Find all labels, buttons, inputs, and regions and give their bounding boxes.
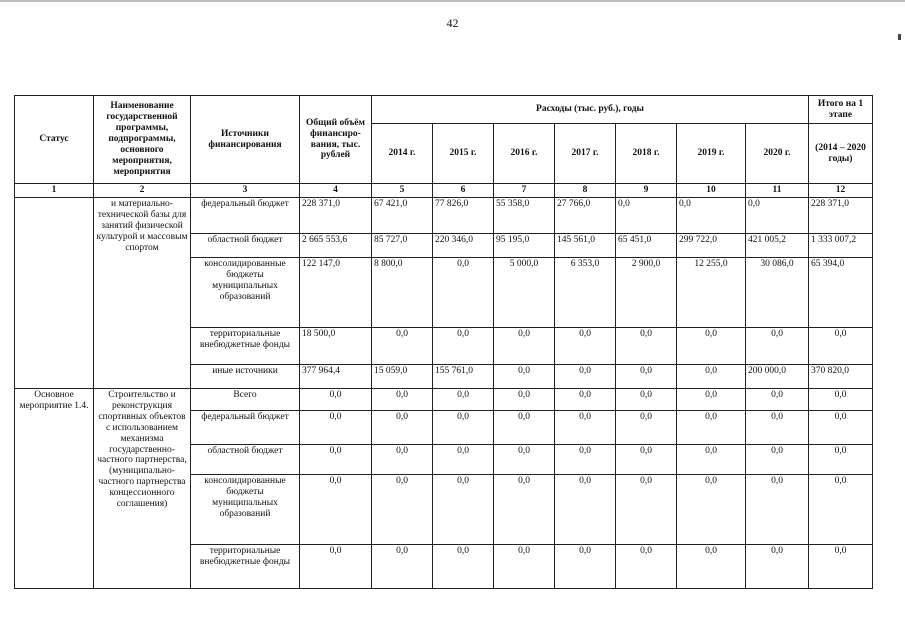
value-cell: 0,0 <box>555 444 616 474</box>
value-cell: 0,0 <box>372 327 433 364</box>
column-number: 1 <box>15 184 94 198</box>
value-cell: 0,0 <box>494 388 555 410</box>
value-cell: 12 255,0 <box>677 257 746 327</box>
value-cell: 0,0 <box>616 364 677 388</box>
value-cell: 30 086,0 <box>746 257 809 327</box>
header-sources: Источники финансирования <box>191 96 300 184</box>
value-cell: 77 826,0 <box>433 197 494 233</box>
value-cell: 228 371,0 <box>809 197 873 233</box>
value-cell: 95 195,0 <box>494 233 555 257</box>
value-cell: 0,0 <box>555 388 616 410</box>
value-cell: 0,0 <box>746 388 809 410</box>
status-cell: Основное мероприятие 1.4. <box>15 388 94 588</box>
program-name-cell: и материально-технической базы для занятий физической культурой и массовым спортом <box>94 197 191 388</box>
value-cell: 0,0 <box>616 410 677 444</box>
header-year-2019: 2019 г. <box>677 124 746 184</box>
source-cell: иные источники <box>191 364 300 388</box>
value-cell: 0,0 <box>555 474 616 544</box>
value-cell: 0,0 <box>433 257 494 327</box>
value-cell: 155 761,0 <box>433 364 494 388</box>
value-cell: 0,0 <box>746 544 809 588</box>
value-cell: 0,0 <box>300 388 372 410</box>
column-number: 10 <box>677 184 746 198</box>
value-cell: 55 358,0 <box>494 197 555 233</box>
value-cell: 0,0 <box>433 388 494 410</box>
program-name-cell: Строительство и реконструкция спортивных объектов с использованием механизма государственно-частного партнерства, (муниципально-частного партнерства концессионного соглашения) <box>94 388 191 588</box>
value-cell: 0,0 <box>372 474 433 544</box>
value-cell: 0,0 <box>616 444 677 474</box>
header-year-2018: 2018 г. <box>616 124 677 184</box>
value-cell: 0,0 <box>494 544 555 588</box>
value-cell: 65 394,0 <box>809 257 873 327</box>
value-cell: 377 964,4 <box>300 364 372 388</box>
source-cell: Всего <box>191 388 300 410</box>
value-cell: 15 059,0 <box>372 364 433 388</box>
value-cell: 122 147,0 <box>300 257 372 327</box>
value-cell: 370 820,0 <box>809 364 873 388</box>
value-cell: 0,0 <box>372 444 433 474</box>
value-cell: 0,0 <box>746 474 809 544</box>
value-cell: 0,0 <box>494 444 555 474</box>
header-program-name: Наименование государственной программы, подпрограммы, основного мероприятия, мероприятия <box>94 96 191 184</box>
column-number: 4 <box>300 184 372 198</box>
column-number: 9 <box>616 184 677 198</box>
value-cell: 6 353,0 <box>555 257 616 327</box>
header-stage-years: (2014 – 2020 годы) <box>809 124 873 184</box>
value-cell: 0,0 <box>616 388 677 410</box>
value-cell: 0,0 <box>300 444 372 474</box>
value-cell: 67 421,0 <box>372 197 433 233</box>
value-cell: 0,0 <box>809 410 873 444</box>
value-cell: 0,0 <box>677 474 746 544</box>
budget-table <box>14 95 873 589</box>
value-cell: 0,0 <box>677 388 746 410</box>
column-number: 12 <box>809 184 873 198</box>
header-year-2015: 2015 г. <box>433 124 494 184</box>
value-cell: 0,0 <box>555 544 616 588</box>
header-year-2017: 2017 г. <box>555 124 616 184</box>
value-cell: 0,0 <box>746 327 809 364</box>
value-cell: 5 000,0 <box>494 257 555 327</box>
column-number: 3 <box>191 184 300 198</box>
value-cell: 0,0 <box>433 444 494 474</box>
value-cell: 18 500,0 <box>300 327 372 364</box>
value-cell: 0,0 <box>555 327 616 364</box>
value-cell: 0,0 <box>494 410 555 444</box>
header-stage-total: Итого на 1 этапе <box>809 96 873 124</box>
value-cell: 0,0 <box>494 364 555 388</box>
value-cell: 0,0 <box>809 327 873 364</box>
column-number: 5 <box>372 184 433 198</box>
status-cell <box>15 197 94 388</box>
value-cell: 220 346,0 <box>433 233 494 257</box>
value-cell: 0,0 <box>677 444 746 474</box>
column-number: 8 <box>555 184 616 198</box>
value-cell: 0,0 <box>809 388 873 410</box>
value-cell: 0,0 <box>372 388 433 410</box>
value-cell: 0,0 <box>616 544 677 588</box>
value-cell: 2 900,0 <box>616 257 677 327</box>
source-cell: областной бюджет <box>191 233 300 257</box>
header-year-2016: 2016 г. <box>494 124 555 184</box>
value-cell: 228 371,0 <box>300 197 372 233</box>
value-cell: 0,0 <box>555 410 616 444</box>
value-cell: 0,0 <box>809 544 873 588</box>
value-cell: 421 005,2 <box>746 233 809 257</box>
value-cell: 0,0 <box>677 327 746 364</box>
source-cell: областной бюджет <box>191 444 300 474</box>
value-cell: 0,0 <box>616 327 677 364</box>
value-cell: 0,0 <box>809 444 873 474</box>
value-cell: 299 722,0 <box>677 233 746 257</box>
column-number: 6 <box>433 184 494 198</box>
value-cell: 0,0 <box>494 327 555 364</box>
value-cell: 2 665 553,6 <box>300 233 372 257</box>
header-expenses: Расходы (тыс. руб.), годы <box>372 96 809 124</box>
source-cell: федеральный бюджет <box>191 410 300 444</box>
header-year-2014: 2014 г. <box>372 124 433 184</box>
value-cell: 0,0 <box>433 544 494 588</box>
value-cell: 0,0 <box>677 364 746 388</box>
source-cell: консолидированные бюджеты муниципальных образований <box>191 257 300 327</box>
page-number: 42 <box>446 16 459 30</box>
value-cell: 27 766,0 <box>555 197 616 233</box>
value-cell: 65 451,0 <box>616 233 677 257</box>
header-total: Общий объём финансиро-вания, тыс. рублей <box>300 96 372 184</box>
scan-edge-mark <box>898 34 901 40</box>
value-cell: 145 561,0 <box>555 233 616 257</box>
column-number: 2 <box>94 184 191 198</box>
value-cell: 0,0 <box>555 364 616 388</box>
value-cell: 0,0 <box>300 474 372 544</box>
value-cell: 0,0 <box>677 544 746 588</box>
source-cell: территориальные внебюджетные фонды <box>191 544 300 588</box>
header-status: Статус <box>15 96 94 184</box>
source-cell: консолидированные бюджеты муниципальных образований <box>191 474 300 544</box>
source-cell: территориальные внебюджетные фонды <box>191 327 300 364</box>
table-row <box>15 197 873 233</box>
value-cell: 0,0 <box>494 474 555 544</box>
value-cell: 0,0 <box>433 474 494 544</box>
value-cell: 0,0 <box>746 410 809 444</box>
value-cell: 0,0 <box>616 197 677 233</box>
value-cell: 85 727,0 <box>372 233 433 257</box>
source-cell: федеральный бюджет <box>191 197 300 233</box>
value-cell: 0,0 <box>809 474 873 544</box>
value-cell: 0,0 <box>433 410 494 444</box>
column-number: 7 <box>494 184 555 198</box>
value-cell: 0,0 <box>677 197 746 233</box>
table-row <box>15 388 873 410</box>
value-cell: 0,0 <box>300 544 372 588</box>
value-cell: 0,0 <box>746 197 809 233</box>
value-cell: 0,0 <box>433 327 494 364</box>
value-cell: 0,0 <box>746 444 809 474</box>
value-cell: 0,0 <box>300 410 372 444</box>
value-cell: 0,0 <box>616 474 677 544</box>
value-cell: 0,0 <box>372 410 433 444</box>
value-cell: 1 333 007,2 <box>809 233 873 257</box>
column-number: 11 <box>746 184 809 198</box>
value-cell: 0,0 <box>372 544 433 588</box>
value-cell: 8 800,0 <box>372 257 433 327</box>
value-cell: 200 000,0 <box>746 364 809 388</box>
column-number-row <box>15 184 873 198</box>
header-year-2020: 2020 г. <box>746 124 809 184</box>
page-top-edge <box>0 0 905 2</box>
value-cell: 0,0 <box>677 410 746 444</box>
